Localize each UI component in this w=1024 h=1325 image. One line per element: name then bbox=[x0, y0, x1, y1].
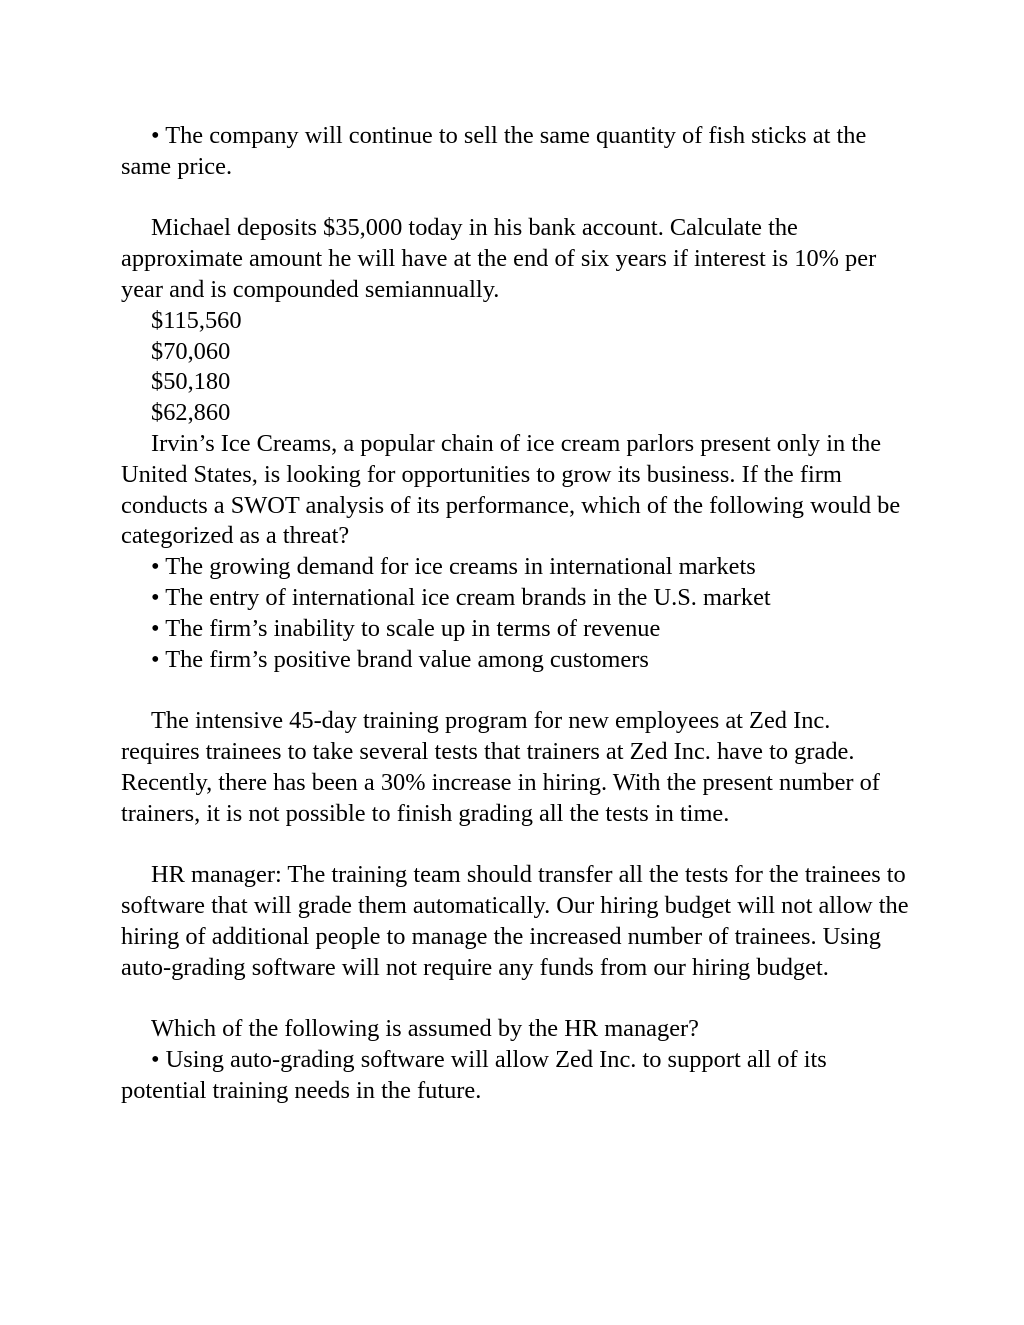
answer-option: • The firm’s positive brand value among customers bbox=[151, 645, 649, 673]
paragraph-gap bbox=[121, 675, 911, 706]
answer-option: $62,860 bbox=[151, 399, 231, 427]
answer-option: • The growing demand for ice creams in international markets bbox=[151, 553, 756, 581]
paragraph-gap bbox=[121, 983, 911, 1014]
passage-text: The intensive 45-day training program for new employees at Zed Inc. requires trainees to take several tests that trainers at Zed Inc. have to grade. Recently, there has been a 30% increase in hiring. With the present number of trainers, it is not possible to finish grading all the tests in time. bbox=[121, 707, 880, 827]
statement-text: HR manager: The training team should transfer all the tests for the trainees to software that will grade them automatically. Our hiring budget will not allow the hiring of additional people to manage the increased number of trainees. Using auto-grading software will not require any funds from our hiring budget. bbox=[121, 861, 909, 981]
question-text: Which of the following is assumed by the HR manager? bbox=[151, 1015, 699, 1043]
question-text: Irvin’s Ice Creams, a popular chain of ice cream parlors present only in the United States, is looking for opportunities to grow its business. If the firm conducts a SWOT analysis of its performance, which of the following would be categorized as a threat? bbox=[121, 429, 901, 550]
answer-option: $70,060 bbox=[151, 337, 231, 365]
bullet-option: • Using auto-grading software will allow Zed Inc. to support all of its potential training needs in the future. bbox=[121, 1045, 827, 1104]
question-text: Michael deposits $35,000 today in his bank account. Calculate the approximate amount he will have at the end of six years if interest is 10% per year and is compounded semiannually. bbox=[121, 214, 877, 303]
document-page bbox=[121, 121, 911, 1107]
answer-option: $115,560 bbox=[151, 306, 242, 334]
answer-option: • The firm’s inability to scale up in terms of revenue bbox=[151, 614, 661, 642]
answer-option: • The entry of international ice cream brands in the U.S. market bbox=[151, 583, 771, 611]
paragraph-gap bbox=[121, 183, 911, 214]
answer-option: $50,180 bbox=[151, 368, 231, 396]
paragraph-gap bbox=[121, 829, 911, 860]
bullet-option: • The company will continue to sell the same quantity of fish sticks at the same price. bbox=[121, 122, 867, 180]
